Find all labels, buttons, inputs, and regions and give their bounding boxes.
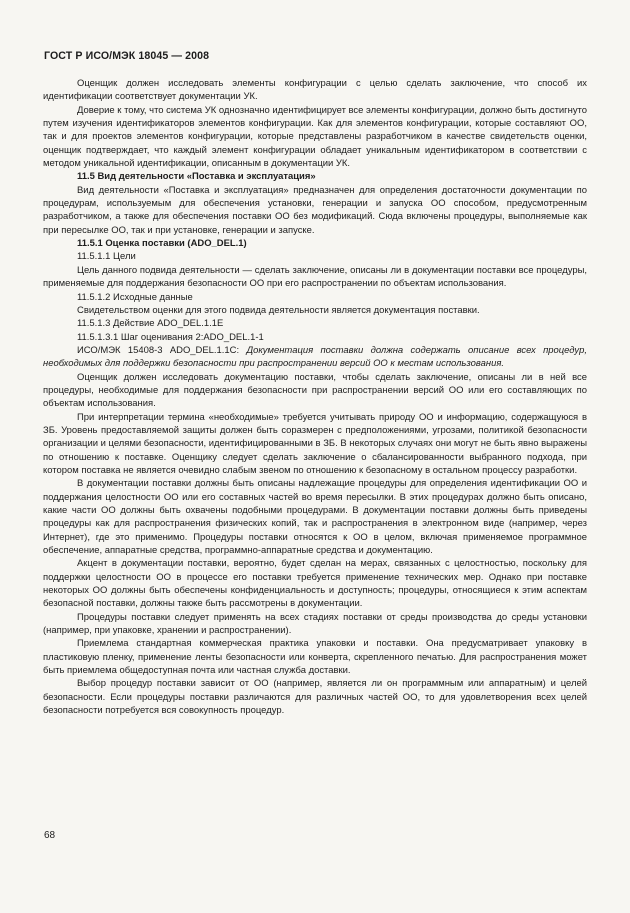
requirement-paragraph [43,344,587,371]
paragraph: Цель данного подвида деятельности — сделать заключение, описаны ли в документации поставки все процедуры, применяемые для поддержания безопасности ОО при его распространении по объектам использования. [43,264,587,290]
paragraph: Оценщик должен исследовать элементы конфигурации с целью сделать заключение, что способ их идентификации соответствует документации УК. [43,78,587,103]
paragraph: Доверие к тому, что система УК однозначно идентифицирует все элементы конфигурации, должно быть достигнуто путем изучения идентификаторов элементов конфигурации. Как для элементов конфигурации, которые составляют ОО, так и для проектов элементов конфигурации, которые представлены разработчиком в качестве свидетельств оценки, оценщик подтверждает, что каждый элемент конфигурации обладает уникальным идентификатором в соответствии с методом уникальной идентификации, описанным в документации УК. [43,104,587,170]
document-body [43,77,587,718]
clause-label: 11.5.1.3 Действие ADO_DEL.1.1E [77,318,224,330]
paragraph: При интерпретации термина «необходимые» требуется учитывать природу ОО и информацию, содержащуюся в ЗБ. Уровень предоставляемой защиты должен быть соразмерен с предположениями, угрозами, политикой безопасности организации и целями безопасности, идентифицированными в ЗБ. В некоторых случаях они могут не быть явно выражены по отношению к поставке. Оценщику следует сделать заключение о сбалансированности выбранного подхода, при котором поставка не является очевидно слабым звеном по отношению к безопасному в остальном процессу разработки. [43,411,587,476]
paragraph: Приемлема стандартная коммерческая практика упаковки и поставки. Она предусматривает упаковку в пластиковую пленку, применение ленты безопасности или конверта, скрепленного печатью. Для распространения может быть приемлема общедоступная почта или частная служба доставки. [43,638,587,677]
paragraph: Акцент в документации поставки, вероятно, будет сделан на мерах, связанных с целостностью, поскольку для поддержки целостности ОО в процессе его поставки требуется применение технических мер. Однако при поставке некоторых ОО должны быть обеспечены конфиденциальность и доступность; процедуры, относящиеся к этим аспектам безопасной поставки, должны также быть рассмотрены в документации. [43,558,587,610]
section-heading: 11.5 Вид деятельности «Поставка и эксплуатация» [77,171,316,183]
paragraph: Процедуры поставки следует применять на всех стадиях поставки от среды производства до среды установки (например, при упаковке, хранении и распространении). [43,611,587,637]
paragraph: Оценщик должен исследовать документацию поставки, чтобы сделать заключение, описаны ли в ней все процедуры, необходимые для поддержания безопасности при распространении версий ОО или его составляющих по объектам использования. [43,371,587,410]
requirement-reference: ИСО/МЭК 15408-3 ADO_DEL.1.1C: [77,344,247,356]
subsection-heading: 11.5.1 Оценка поставки (ADO_DEL.1) [77,238,247,250]
clause-label: 11.5.1.1 Цели [77,251,136,263]
page-header: ГОСТ Р ИСО/МЭК 18045 — 2008 [44,50,210,62]
paragraph: В документации поставки должны быть описаны надлежащие процедуры для определения идентификации ОО и поддержания целостности ОО или его составных частей во время пересылки. В этих процедурах должно быть описано, какие части ОО должны быть охвачены подобными процедурами. В документации поставки должны быть приведены процедуры как для распространения физических копий, так и распространения в электронном виде (например, через Интернет), где это применимо. Процедуры поставки относятся к ОО в целом, включая применяемое программное обеспечение, аппаратные средства, программно-аппаратные средства и документацию. [43,478,587,557]
clause-label: 11.5.1.3.1 Шаг оценивания 2:ADO_DEL.1-1 [77,331,264,343]
paragraph: Свидетельством оценки для этого подвида деятельности является документация поставки. [77,304,480,316]
clause-label: 11.5.1.2 Исходные данные [77,291,193,303]
requirement-text: Документация поставки должна содержать описание всех процедур, необходимых для поддержки безопасности при распространении версий ОО к местам использования. [43,344,587,370]
paragraph: Выбор процедур поставки зависит от ОО (например, является ли он программным или аппаратным) и целей безопасности. Если процедуры поставки различаются для различных частей ОО, то для удовлетворения всех целей безопасности потребуется вся совокупность процедур. [43,678,587,717]
paragraph: Вид деятельности «Поставка и эксплуатация» предназначен для определения достаточности документации по процедурам, используемым для обеспечения установки, генерации и запуска ОО способом, предусмотренным разработчиком, а также для обеспечения поставки ОО без модификаций. Сюда включены процедуры, выполняемые как при пересылке ОО, так и при установке, генерации и запуске. [43,184,587,236]
page-number: 68 [44,830,56,841]
